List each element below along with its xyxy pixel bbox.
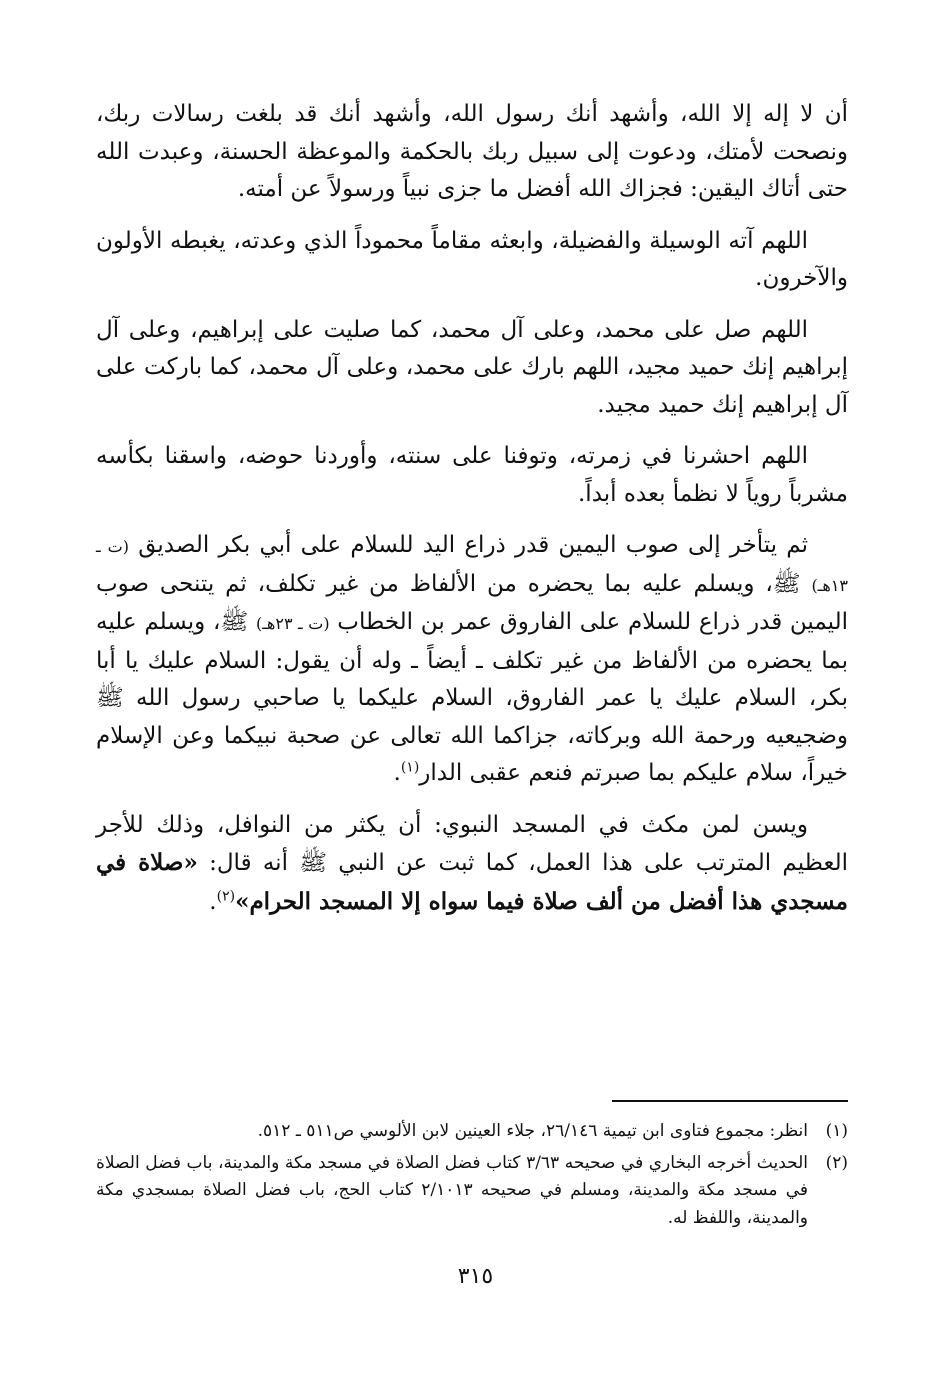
footnote-divider bbox=[612, 1100, 848, 1102]
paragraph-1: أن لا إله إلا الله، وأشهد أنك رسول الله، وأشهد أنك قد بلغت رسالات ربك، ونصحت لأمتك، ودعوت إلى سبيل ربك بالحكمة والموعظة الحسنة، وعبدت الله حتى أتاك اليقين: فجزاك الله أفضل ما جزى نبياً ورسولاً عن أمته. bbox=[96, 101, 848, 202]
death-date-umar: (ت ـ ٢٣هـ) bbox=[255, 614, 330, 633]
footnote-2-text: الحديث أخرجه البخاري في صحيحه ٣/٦٣ كتاب فضل الصلاة في مسجد مكة والمدينة، باب فضل الصلاة في مسجد مكة والمدينة، ومسلم في صحيحه ٢/١٠١٣ كتاب الحج، باب فضل الصلاة بمسجدي مكة والمدينة، واللفظ له. bbox=[96, 1152, 808, 1228]
death-date-abu-bakr: (ت ـ ١٣هـ) bbox=[96, 537, 848, 595]
footnote-1 bbox=[96, 1118, 848, 1146]
footnote-2 bbox=[96, 1150, 848, 1233]
paragraph-5-end: . bbox=[393, 760, 401, 786]
footnote-1-number: (١) bbox=[825, 1121, 848, 1141]
paragraph-5-text-1: ثم يتأخر إلى صوب اليمين قدر ذراع اليد للسلام على أبي بكر الصديق bbox=[129, 532, 808, 558]
footnotes bbox=[96, 1118, 848, 1236]
paragraph-6 bbox=[96, 807, 848, 922]
footnote-2-number: (٢) bbox=[825, 1152, 848, 1173]
paragraph-2: اللهم آته الوسيلة والفضيلة، وابعثه مقاماً محموداً الذي وعدته، يغبطه الأولون والآخرون. bbox=[96, 227, 848, 291]
footnote-marker-1: (١) bbox=[400, 759, 420, 776]
paragraph-3: اللهم صل على محمد، وعلى آل محمد، كما صليت على إبراهيم، وعلى آل إبراهيم إنك حميد مجيد، اللهم بارك على محمد، وعلى آل محمد، كما باركت على آل إبراهيم إنك حميد مجيد. bbox=[96, 316, 848, 418]
hadith-quote: «صلاة في مسجدي هذا أفضل من ألف صلاة فيما سواه إلا المسجد الحرام» bbox=[96, 849, 848, 915]
paragraph-6-text: ويسن لمن مكث في المسجد النبوي: أن يكثر من النوافل، وذلك للأجر العظيم المترتب على هذا العمل، كما ثبت عن النبي ﷺ أنه قال: bbox=[96, 811, 848, 876]
paragraph-4: اللهم احشرنا في زمرته، وتوفنا على سنته، وأوردنا حوضه، واسقنا بكأسه مشرباً روياً لا نظمأ بعده أبداً. bbox=[96, 443, 848, 507]
main-text bbox=[96, 96, 848, 935]
footnote-1-text: انظر: مجموع فتاوى ابن تيمية ٢٦/١٤٦، جلاء العينين لابن الألوسي ص٥١١ ـ ٥١٢. bbox=[257, 1121, 808, 1141]
paragraph-5-text-3: ﷺ، ويسلم عليه بما يحضره من الألفاظ من غير تكلف ـ أيضاً ـ وله أن يقول: السلام عليك يا أبا بكر، السلام عليك يا عمر الفاروق، السلام عليكما يا صاحبي رسول الله ﷺ وضجيعيه ورحمة الله وبركاته، جزاكما الله تعالى عن صحبة نبيكما وعن الإسلام خيراً، سلام عليكم بما صبرتم فنعم عقبى الدار bbox=[96, 609, 848, 786]
paragraph-5 bbox=[96, 527, 848, 793]
paragraph-6-end: . bbox=[209, 888, 217, 915]
page-number: ٣١٥ bbox=[457, 1264, 494, 1289]
footnote-marker-2: (٢) bbox=[216, 887, 236, 904]
paragraph-5-text-2: ﷺ، ويسلم عليه بما يحضره من الألفاظ من غير تكلف، ثم يتنحى صوب اليمين قدر ذراع للسلام على الفاروق عمر بن الخطاب bbox=[96, 570, 849, 635]
